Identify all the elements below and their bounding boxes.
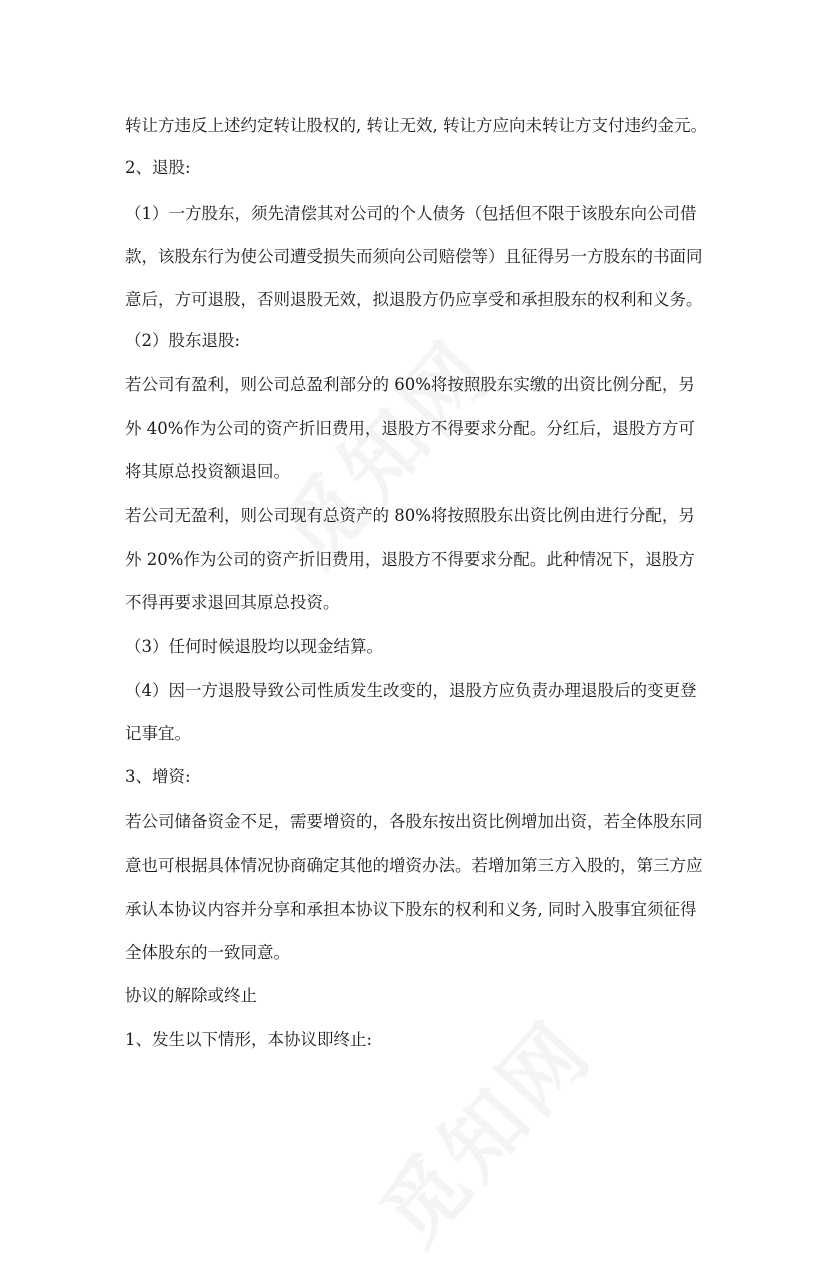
watermark bbox=[250, 311, 514, 585]
text-line: 若公司储备资金不足，需要增资的，各股东按出资比例增加出资，若全体股东同 bbox=[125, 812, 703, 831]
text-line: 意后，方可退股，否则退股无效，拟退股方仍应享受和承担股东的权利和义务。 bbox=[125, 290, 703, 309]
text-line: 外 40%作为公司的资产折旧费用，退股方不得要求分配。分红后，退股方方可 bbox=[125, 419, 695, 438]
text-line: （4）因一方退股导致公司性质发生改变的，退股方应负责办理退股后的变更登 bbox=[125, 681, 697, 700]
text-line: 承认本协议内容并分享和承担本协议下股东的权利和义务, 同时入股事宜须征得 bbox=[125, 900, 697, 919]
text-line: 记事宜。 bbox=[125, 724, 191, 743]
text-line: 将其原总投资额退回。 bbox=[125, 462, 290, 481]
subsection-heading: （2）股东退股: bbox=[125, 331, 241, 350]
text-line: （1）一方股东，须先清偿其对公司的个人债务（包括但不限于该股东向公司借 bbox=[125, 204, 697, 223]
text-line: 若公司无盈利，则公司现有总资产的 80%将按照股东出资比例由进行分配，另 bbox=[125, 506, 695, 525]
text-line: 全体股东的一致同意。 bbox=[125, 943, 290, 962]
text-line: 意也可根据具体情况协商确定其他的增资办法。若增加第三方入股的，第三方应 bbox=[125, 856, 703, 875]
text-line: 不得再要求退回其原总投资。 bbox=[125, 593, 340, 612]
text-line: 转让方违反上述约定转让股权的, 转让无效, 转让方应向未转让方支付违约金元。 bbox=[125, 116, 707, 135]
section-heading: 3、增资: bbox=[125, 767, 191, 786]
text-line: （3）任何时候退股均以现金结算。 bbox=[125, 637, 383, 656]
text-line: 1、发生以下情形，本协议即终止: bbox=[125, 1030, 373, 1049]
section-heading: 协议的解除或终止 bbox=[125, 986, 257, 1005]
section-heading: 2、退股: bbox=[125, 158, 191, 177]
text-line: 外 20%作为公司的资产折旧费用，退股方不得要求分配。此种情况下，退股方 bbox=[125, 550, 695, 569]
text-line: 若公司有盈利，则公司总盈利部分的 60%将按照股东实缴的出资比例分配，另 bbox=[125, 375, 695, 394]
text-line: 款，该股东行为使公司遭受损失而须向公司赔偿等）且征得另一方股东的书面同 bbox=[125, 247, 703, 266]
